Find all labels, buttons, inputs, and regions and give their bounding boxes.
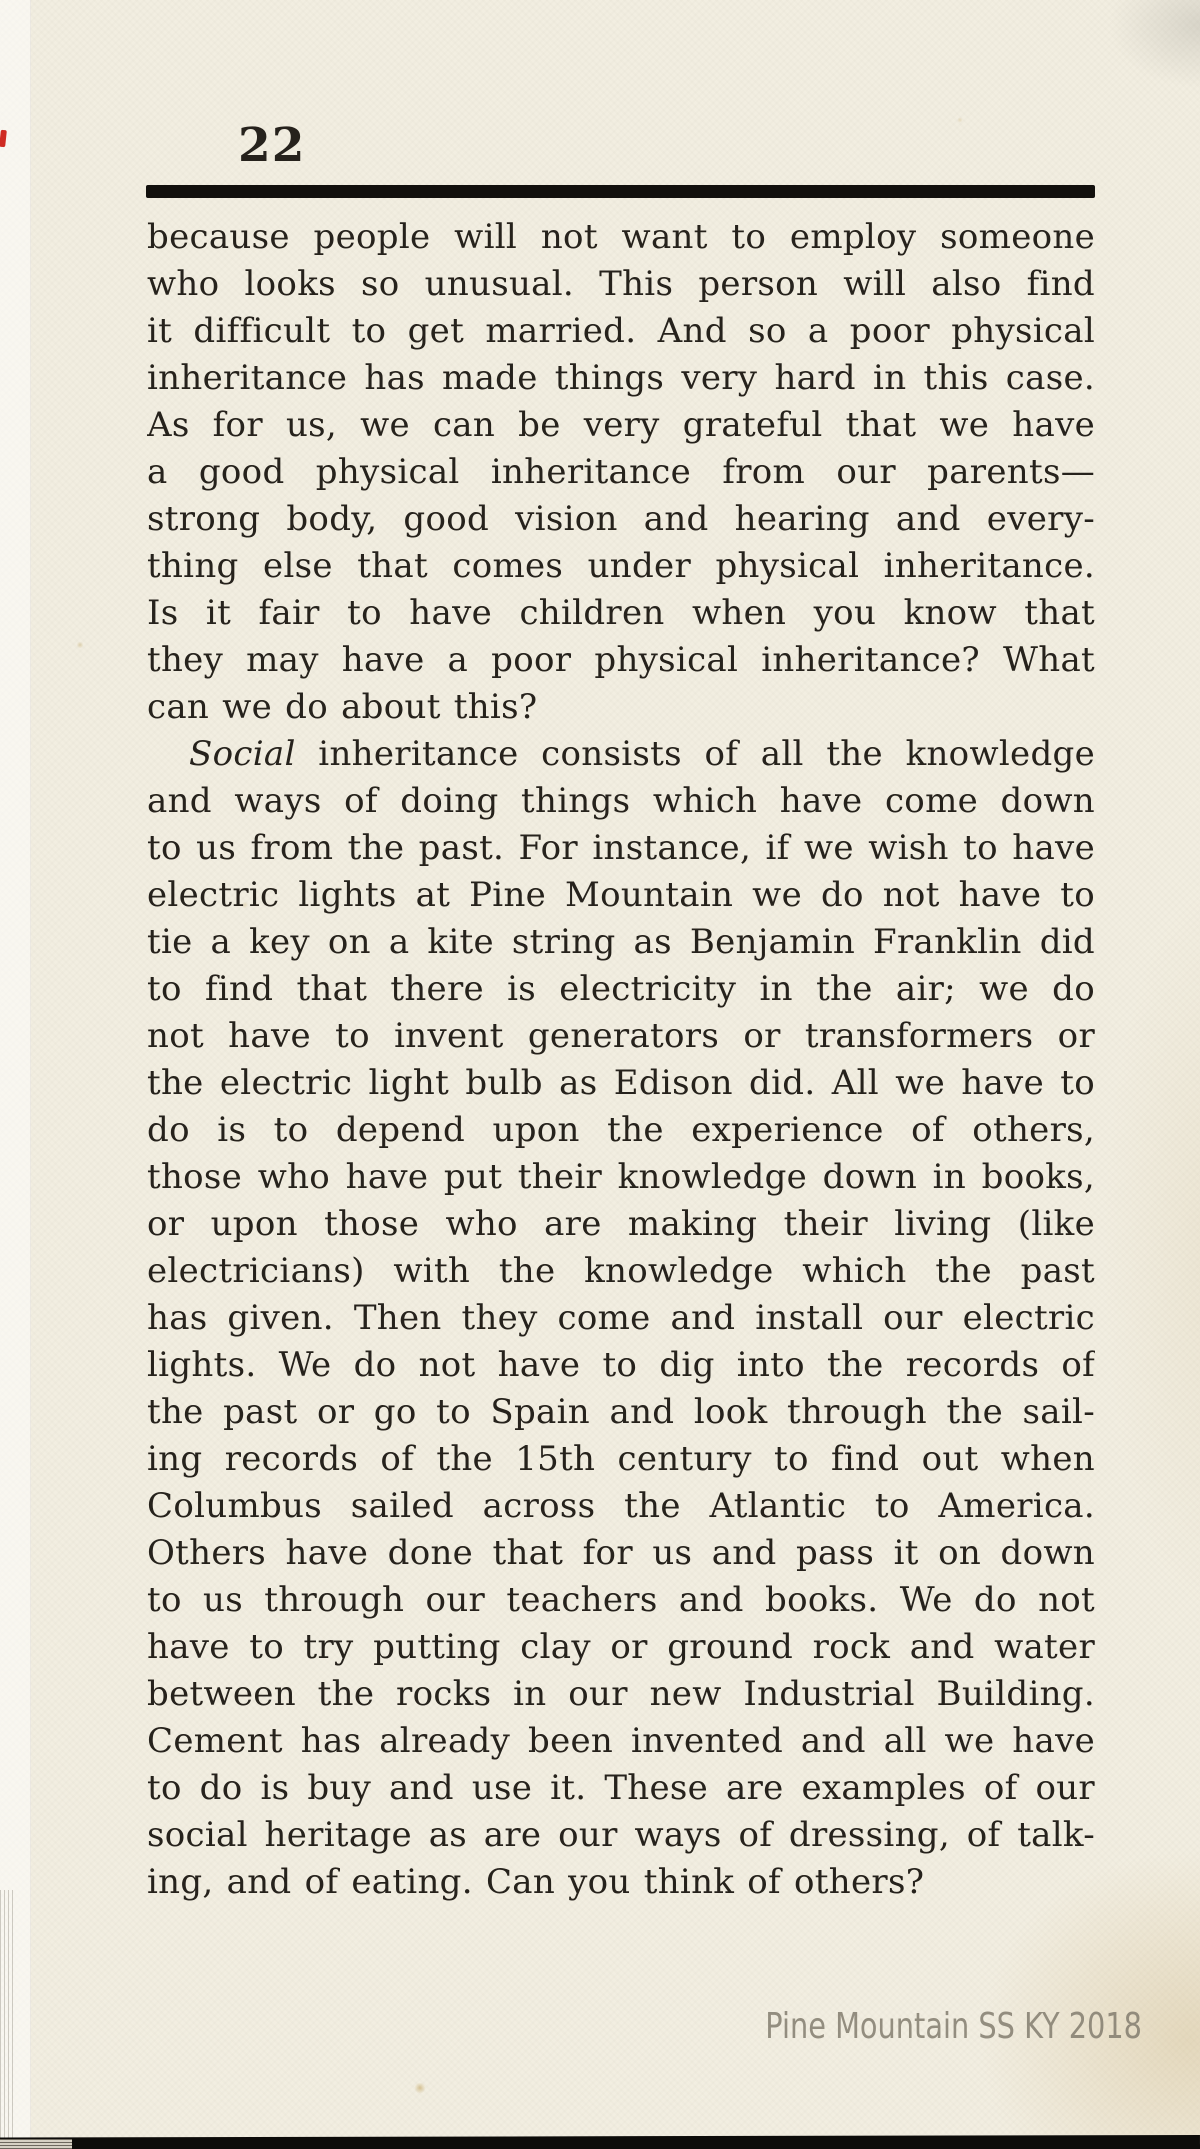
page-body	[147, 214, 1095, 1906]
text-line: the past or go to Spain and look through the sail-	[147, 1392, 1095, 1432]
text-line: strong body, good vision and hearing and every-	[147, 499, 1095, 539]
text-line: do is to depend upon the experience of others,	[147, 1110, 1095, 1150]
text-line: electric lights at Pine Mountain we do not have to	[147, 875, 1095, 915]
text-line: Is it fair to have children when you know that	[147, 593, 1095, 633]
text-line: to find that there is electricity in the air; we do	[147, 969, 1095, 1009]
header-rule	[146, 185, 1095, 198]
page-stack-edges	[0, 1890, 14, 2140]
text-line: and ways of doing things which have come down	[147, 781, 1095, 821]
text-line: ing, and of eating. Can you think of others?	[147, 1862, 925, 1902]
text-line: Cement has already been invented and all we have	[147, 1721, 1095, 1761]
text-line: to us through our teachers and books. We do not	[147, 1580, 1095, 1620]
text-line: between the rocks in our new Industrial Building.	[147, 1674, 1095, 1714]
bottom-scan-band	[0, 2135, 1200, 2149]
text-line: thing else that comes under physical inheritance.	[147, 546, 1095, 586]
text-line: it difficult to get married. And so a poor physical	[147, 311, 1095, 351]
text-line: can we do about this?	[147, 687, 538, 727]
text-line	[147, 731, 1095, 778]
paragraph-2	[147, 731, 1095, 1906]
text-line: Others have done that for us and pass it on down	[147, 1533, 1095, 1573]
text-line: has given. Then they come and install our electric	[147, 1298, 1095, 1338]
text-line: not have to invent generators or transformers or	[147, 1016, 1095, 1056]
bottom-page-edges	[0, 2139, 72, 2149]
text-line: have to try putting clay or ground rock and water	[147, 1627, 1095, 1667]
text-line: they may have a poor physical inheritance? What	[147, 640, 1095, 680]
text-line: tie a key on a kite string as Benjamin Franklin did	[147, 922, 1095, 962]
text-line: who looks so unusual. This person will also find	[147, 264, 1095, 304]
watermark: Pine Mountain SS KY 2018	[765, 2006, 1142, 2047]
text-line: a good physical inheritance from our parents—	[147, 452, 1095, 492]
text-line: the electric light bulb as Edison did. All we have to	[147, 1063, 1095, 1103]
text-line: lights. We do not have to dig into the records of	[147, 1345, 1095, 1385]
first-line-rest: inheritance consists of all the knowledge	[295, 734, 1095, 774]
text-line: social heritage as are our ways of dressing, of talk-	[147, 1815, 1095, 1855]
text-line: As for us, we can be very grateful that we have	[147, 405, 1095, 445]
text-line: or upon those who are making their living (like	[147, 1204, 1095, 1244]
text-line: because people will not want to employ someone	[147, 217, 1095, 257]
text-line: inheritance has made things very hard in this case.	[147, 358, 1095, 398]
left-page-edge	[0, 0, 31, 2149]
italic-lead-word: Social	[189, 734, 296, 774]
page-number: 22	[238, 118, 306, 173]
text-line: ing records of the 15th century to find out when	[147, 1439, 1095, 1479]
text-line: electricians) with the knowledge which the past	[147, 1251, 1095, 1291]
text-line: to us from the past. For instance, if we wish to have	[147, 828, 1095, 868]
text-line: to do is buy and use it. These are examples of our	[147, 1768, 1095, 1808]
paragraph-1	[147, 214, 1095, 731]
text-line: those who have put their knowledge down in books,	[147, 1157, 1095, 1197]
text-line: Columbus sailed across the Atlantic to America.	[147, 1486, 1095, 1526]
